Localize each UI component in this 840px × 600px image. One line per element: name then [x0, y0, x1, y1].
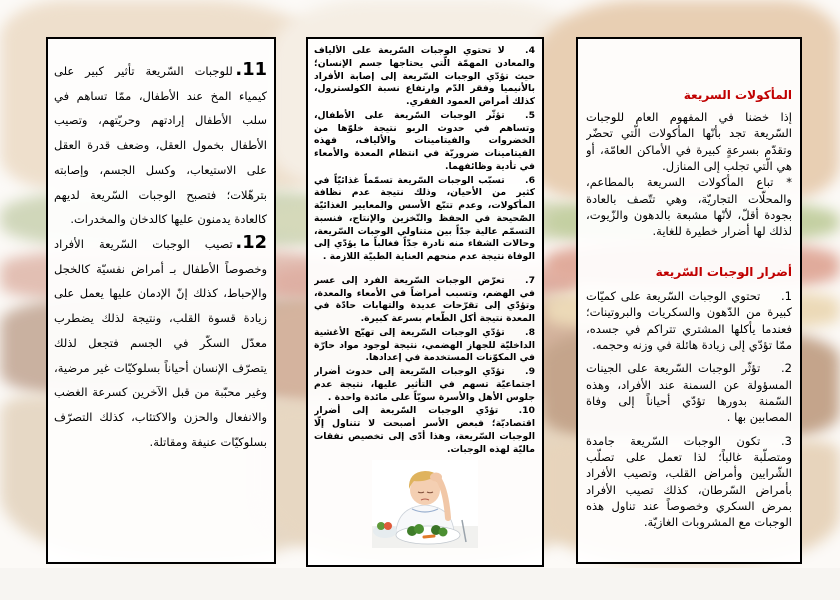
intro-paragraph: إذا خضنا في المفهوم العام للوجبات السّريعة تجد بأنّها المأكولات الّتي تحضّر وتقدّم بسرعةٍ كبيرة في الأماكن العامّة، أو هي الّتي تجلب إلى المنازل. — [586, 110, 792, 174]
list-item-5 — [314, 110, 535, 174]
middle-panel — [306, 37, 544, 567]
item-text: تكون الوجبات السّريعة جامدة ومتصلّبة غالباً؛ لذا تعمل على تصلّب الشّرايين وأمراض القلب، وتصيب الأفراد بأمراض السّرطان، كذلك تصيب الأفراد بمرض السكري وخصوصاً عند تناول هذه الوجبات مع المشروبات الغازيّة. — [586, 433, 792, 530]
item-text: تؤثّر الوجبات السّريعة على الجينات المسؤولة عن السمنة عند الأفراد، وهذه السّمنة بدورها تؤدّي أحياناً إلى وفاة المصابين بها . — [586, 361, 792, 425]
child-eating-image — [372, 460, 478, 548]
item-text: تؤثّر الوجبات السّريعة على الأطفال، وتساهم في حدوث الربو نتيجة خلوّها من الخضروات والفيتامينات والألياف، فهذه الفيتامينات ضروريّة في انتظام المعدة والأمعاء في تأدية وظائفهما. — [314, 109, 535, 172]
bullet-paragraph: * تباع المأكولات السريعة بالمطاعم، والمحلّات التجاريّة، وهي تتّصف بالعادة بجودة أقلّ، لأنّها مشبعة بالدهون والزّيوت، لذلك لها أضرار خطيرة للغاية. — [586, 175, 792, 239]
section-title-harms: أضرار الوجبات السّريعة — [655, 264, 792, 279]
item-text: تؤدّي الوجبات السّريعة إلى أضرار اقتصاديّة؛ فبعض الأسر أصبحت لا تتناول إلّا الوجبات السّريعة، وهذا أدّى إلى تخصيص نفقات ماليّة لهذه الوجبات. — [314, 405, 535, 455]
item-text: تسبّب الوجبات السّريعة تسمّماً غذائيّاً في كثير من الأحيان، وذلك نتيجة عدم نظافة المأكولات، وعدم تتبّع الأسس والمعايير الغذائيّة الصّحيحة في الحفظ والتّخزين والإنتاج، فنسبة التسمّم عالية جدّاً بين متناولي الوجبات السّريعة، وحالات الشفاء منه نادرة جدّاً فغالباً ما يؤدّي إلى الوفاة نتيجة عدم منحهم العناية الطبيّة اللازمة . — [314, 174, 535, 262]
right-panel — [576, 37, 802, 564]
list-item-1 — [586, 288, 792, 353]
item-number: 12. — [235, 232, 267, 254]
item-text: تحتوي الوجبات السّريعة على كميّات كبيرة من الدّهون والسكريات والبروتينات؛ فعندما يأكلها المشتري تتراكم في جسده، ممّا تؤدّي إلى زيادة هائلة في وزنه وحجمه. — [586, 288, 792, 352]
middle-panel-content — [314, 45, 535, 457]
list-item-7 — [314, 275, 535, 326]
list-item-2 — [586, 360, 792, 425]
item-text: تؤدّي الوجبات السّريعة إلى حدوث أضرار اجتماعيّة تسهم في التأثير عليها، نتيجة عدم جلوس الأهل والأسرة سويّاً على مائدة واحدة . — [314, 366, 535, 403]
item-number: 3. — [781, 433, 792, 448]
item-number: 2. — [781, 361, 792, 376]
list-item-12 — [54, 232, 267, 454]
list-item-9 — [314, 366, 535, 404]
list-item-6 — [314, 175, 535, 264]
list-item-10 — [314, 405, 535, 456]
list-item-3 — [586, 433, 792, 531]
left-panel — [46, 37, 276, 564]
item-number: 7. — [525, 274, 535, 286]
item-number: 8. — [525, 326, 535, 338]
right-panel-content — [586, 87, 792, 554]
section-title-fast-food: المأكولات السريعة — [683, 88, 792, 102]
left-panel-content — [54, 59, 267, 552]
bottom-margin — [0, 568, 840, 600]
item-text: للوجبات السّريعة تأثير كبير على كيمياء المخ عند الأطفال، ممّا تساهم في سلب الأطفال إرادتهم وحريّتهم، وتصيب الأطفال بخمول العقل، وضعف قدرة العقل على الاستيعاب، وكسل الجسم، وإصابته بترهّلات؛ فتصبح الوجبات السّريعة لديهم كالعادة يدمنون عليها كالدخان والمخدرات. — [54, 64, 267, 227]
list-item-4 — [314, 45, 535, 109]
list-item-11 — [54, 59, 267, 232]
item-text: تصيب الوجبات السّريعة الأفراد وخصوصاً الأطفال بـ أمراض نفسيّة كالخجل والإحباط، كذلك إنّ الإدمان عليها يعمل على زيادة قسوة القلب، ونتيجة لذلك يضطرب معدّل السكّر في الجسم فتجعل لذلك يتصرّف الإنسان أحياناً بسلوكيّات غير مرضية، وغير محبّبة من قبل الآخرين كسرعة الغضب والانفعال والحزن والاكتئاب، كذلك التصرّف بسلوكيّات عنيفة ومقاتلة. — [54, 237, 267, 449]
item-text: لا تحتوي الوجبات السّريعة على الألياف والمعادن المهمّة الّتي يحتاجها جسم الإنسان؛ حيث تؤدّي الوجبات السّريعة إلى إصابة الأفراد بالأنيميا وفقر الدّم وارتفاع نسبة الكولسترول، كذلك أمراض العمود الفقري. — [314, 45, 535, 107]
item-number: 4. — [525, 45, 535, 56]
item-number: 9. — [525, 366, 535, 377]
item-number: 11. — [235, 59, 267, 80]
item-number: 10. — [518, 405, 535, 417]
item-number: 1. — [781, 288, 792, 303]
item-number: 5. — [525, 109, 535, 121]
item-number: 6. — [525, 174, 535, 186]
item-text: تؤدّي الوجبات السّريعة إلى تهيّج الأغشية الداخليّة للجهاز الهضمي، نتيجة لوجود مواد حارّة في المكوّنات المستخدمة في إعدادها. — [314, 326, 535, 364]
item-text: تعرّض الوجبات السّريعة الفرد إلى عسر في الهضم، وتسبب أمراضاً في الأمعاء والمعدة، وتؤدّي إلى تقرّحات عديدة والتهابات حادّة في المعدة نتيجة أكل الطّعام بسرعة كبيرة. — [314, 274, 535, 324]
list-item-8 — [314, 327, 535, 365]
